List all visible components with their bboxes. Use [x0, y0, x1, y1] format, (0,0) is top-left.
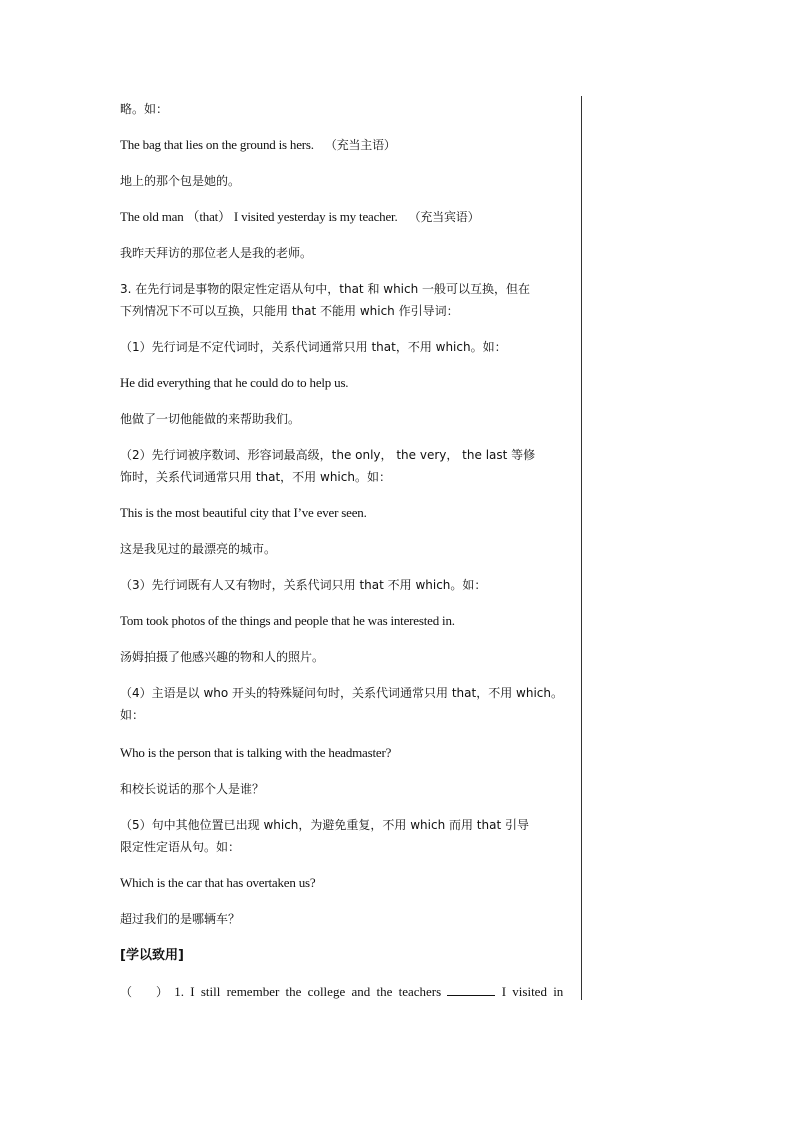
document-page: [120, 96, 578, 1006]
rule-text-line: 饰时，关系代词通常只用 that，不用 which。如：: [120, 470, 391, 484]
right-margin-rule: [581, 96, 582, 1000]
section-heading: [学以致用]: [120, 948, 184, 963]
translation-line: 这是我见过的最漂亮的城市。: [120, 542, 277, 556]
example-sentence: The old man （that） I visited yesterday is my teacher. （充当宾语）: [120, 209, 480, 224]
translation-line: 超过我们的是哪辆车？: [120, 912, 241, 926]
rule-text-line: 下列情况下不可以互换，只能用 that 不能用 which 作引导词：: [120, 304, 459, 318]
rule-text-line: （1）先行词是不定代词时，关系代词通常只用 that，不用 which。如：: [120, 340, 507, 354]
answer-parentheses[interactable]: （ ）: [120, 985, 169, 999]
example-sentence: The bag that lies on the ground is hers. （充当主语）: [120, 137, 396, 152]
translation-line: 汤姆拍摄了他感兴趣的物和人的照片。: [120, 650, 325, 664]
translation-line: 他做了一切他能做的来帮助我们。: [120, 412, 301, 426]
rule-text-line: 限定性定语从句。如：: [120, 840, 241, 854]
example-sentence: This is the most beautiful city that I’ve ever seen.: [120, 505, 367, 520]
translation-line: 地上的那个包是她的。: [120, 174, 241, 188]
rule-text-line: （2）先行词被序数词、形容词最高级，the only， the very， the last 等修: [120, 448, 536, 462]
translation-line: 我昨天拜访的那位老人是我的老师。: [120, 246, 313, 260]
text-line: 略。如：: [120, 102, 169, 116]
example-sentence: He did everything that he could do to help us.: [120, 375, 349, 390]
exercise-item: （ ） 1. I still remember the college and the teachers I visited in: [120, 984, 564, 999]
rule-text-line: （3）先行词既有人又有物时，关系代词只用 that 不用 which。如：: [120, 578, 487, 592]
answer-blank[interactable]: [447, 983, 495, 996]
example-sentence: Which is the car that has overtaken us?: [120, 875, 316, 890]
example-sentence: Tom took photos of the things and people that he was interested in.: [120, 613, 455, 628]
rule-text-line: （5）句中其他位置已出现 which，为避免重复，不用 which 而用 that 引导: [120, 818, 529, 832]
example-sentence: Who is the person that is talking with the headmaster?: [120, 745, 392, 760]
rule-text-line: （4）主语是以 who 开头的特殊疑问句时，关系代词通常只用 that，不用 which。: [120, 686, 563, 700]
translation-line: 和校长说话的那个人是谁？: [120, 782, 265, 796]
rule-text-line: 3. 在先行词是事物的限定性定语从句中，that 和 which 一般可以互换，但在: [120, 282, 531, 296]
rule-text-line: 如：: [120, 708, 145, 722]
